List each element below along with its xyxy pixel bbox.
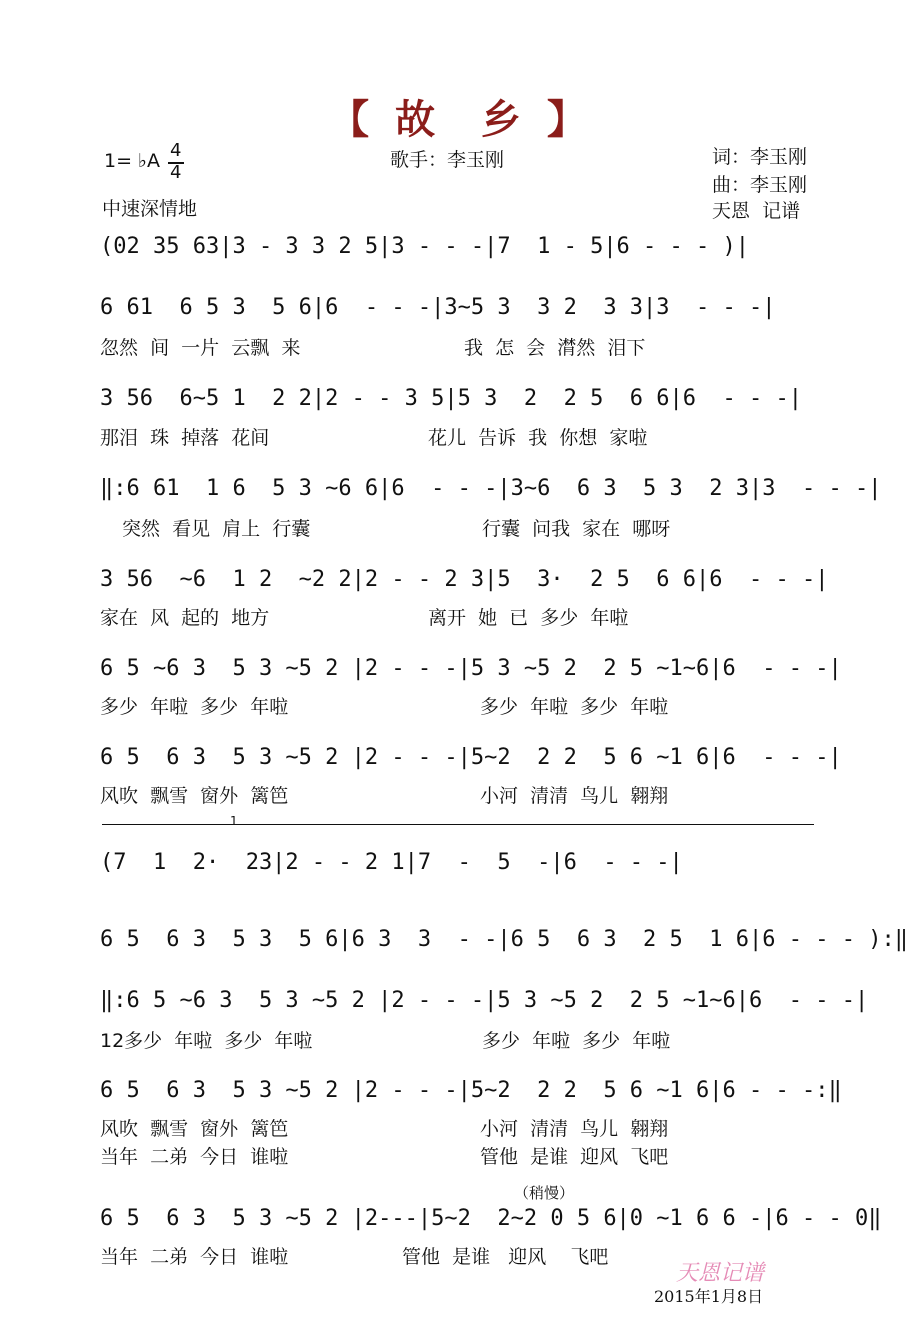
line3-lyric-b: 行囊 问我 家在 哪呀	[482, 518, 671, 540]
line6-notes: 6 5 6 3 5 3 ~5 2 |2 - - -|5~2 2 2 5 6 ~1 6|6 - - -|	[100, 745, 842, 770]
final-lyric-b: 管他 是谁 迎风 飞吧	[402, 1246, 609, 1268]
refrain1-lyric-a: 12多少 年啦 多少 年啦	[100, 1030, 313, 1052]
line5-lyric-b: 多少 年啦 多少 年啦	[480, 696, 669, 718]
volta-bracket	[102, 824, 814, 825]
transcriber-credit: 天恩 记谱	[712, 200, 801, 222]
volta-number: 1	[230, 814, 238, 828]
refrain2-lyric-c: 当年 二弟 今日 谁啦	[100, 1146, 289, 1168]
final-notes: 6 5 6 3 5 3 ~5 2 |2---|5~2 2~2 0 5 6|0 ~1 6 6 -|6 - - 0‖	[100, 1206, 882, 1231]
line2-lyric-a: 那泪 珠 掉落 花间	[100, 427, 270, 449]
time-signature-top: 4	[170, 140, 182, 161]
line4-lyric-b: 离开 她 已 多少 年啦	[428, 607, 629, 629]
time-signature-bottom: 4	[170, 162, 182, 183]
line1-lyric-b: 我 怎 会 潸然 泪下	[464, 337, 646, 359]
line1-notes: 6 61 6 5 3 5 6|6 - - -|3~5 3 3 2 3 3|3 - - -|	[100, 295, 776, 320]
line4-lyric-a: 家在 风 起的 地方	[100, 607, 270, 629]
refrain2-lyric-a: 风吹 飘雪 窗外 篱笆	[100, 1118, 289, 1140]
intro-notes: (02 35 63|3 - 3 3 2 5|3 - - -|7 1 - 5|6 - - - )|	[100, 234, 750, 259]
song-title: 【 故 乡 】	[329, 96, 593, 143]
line4-notes: 3 56 ~6 1 2 ~2 2|2 - - 2 3|5 3· 2 5 6 6|6 - - -|	[100, 567, 829, 592]
key-signature: 1= ♭A	[104, 150, 161, 172]
refrain1-notes: ‖:6 5 ~6 3 5 3 ~5 2 |2 - - -|5 3 ~5 2 2 5 ~1~6|6 - - -|	[100, 988, 869, 1013]
final-lyric-a: 当年 二弟 今日 谁啦	[100, 1246, 289, 1268]
tempo-marking: 中速深情地	[102, 198, 198, 220]
line5-lyric-a: 多少 年啦 多少 年啦	[100, 696, 289, 718]
refrain2-lyric-b: 小河 清清 鸟儿 翱翔	[480, 1118, 669, 1140]
date: 2015年1月8日	[654, 1287, 764, 1306]
line6-lyric-b: 小河 清清 鸟儿 翱翔	[480, 785, 669, 807]
watermark: 天恩记谱	[676, 1261, 765, 1286]
line2-lyric-b: 花儿 告诉 我 你想 家啦	[428, 427, 648, 449]
refrain2-notes: 6 5 6 3 5 3 ~5 2 |2 - - -|5~2 2 2 5 6 ~1 6|6 - - -:‖	[100, 1078, 842, 1103]
line2-notes: 3 56 6~5 1 2 2|2 - - 3 5|5 3 2 2 5 6 6|6 - - -|	[100, 386, 802, 411]
composer-credit: 曲：李玉刚	[712, 174, 808, 196]
line5-notes: 6 5 ~6 3 5 3 ~5 2 |2 - - -|5 3 ~5 2 2 5 ~1~6|6 - - -|	[100, 656, 842, 681]
refrain1-lyric-b: 多少 年啦 多少 年啦	[482, 1030, 671, 1052]
singer-credit: 歌手：李玉刚	[390, 149, 505, 171]
line3-notes: ‖:6 61 1 6 5 3 ~6 6|6 - - -|3~6 6 3 5 3 2 3|3 - - -|	[100, 476, 882, 501]
line3-lyric-a: 突然 看见 肩上 行囊	[122, 518, 311, 540]
line-b-notes: 6 5 6 3 5 3 5 6|6 3 3 - -|6 5 6 3 2 5 1 6|6 - - - ):‖	[100, 927, 908, 952]
line1-lyric-a: 忽然 间 一片 云飘 来	[100, 337, 301, 359]
line6-lyric-a: 风吹 飘雪 窗外 篱笆	[100, 785, 289, 807]
interlude-notes: (7 1 2· 23|2 - - 2 1|7 - 5 -|6 - - -|	[100, 850, 683, 875]
tempo-change-mark: （稍慢）	[514, 1184, 575, 1202]
lyricist-credit: 词：李玉刚	[712, 146, 808, 168]
refrain2-lyric-d: 管他 是谁 迎风 飞吧	[480, 1146, 669, 1168]
